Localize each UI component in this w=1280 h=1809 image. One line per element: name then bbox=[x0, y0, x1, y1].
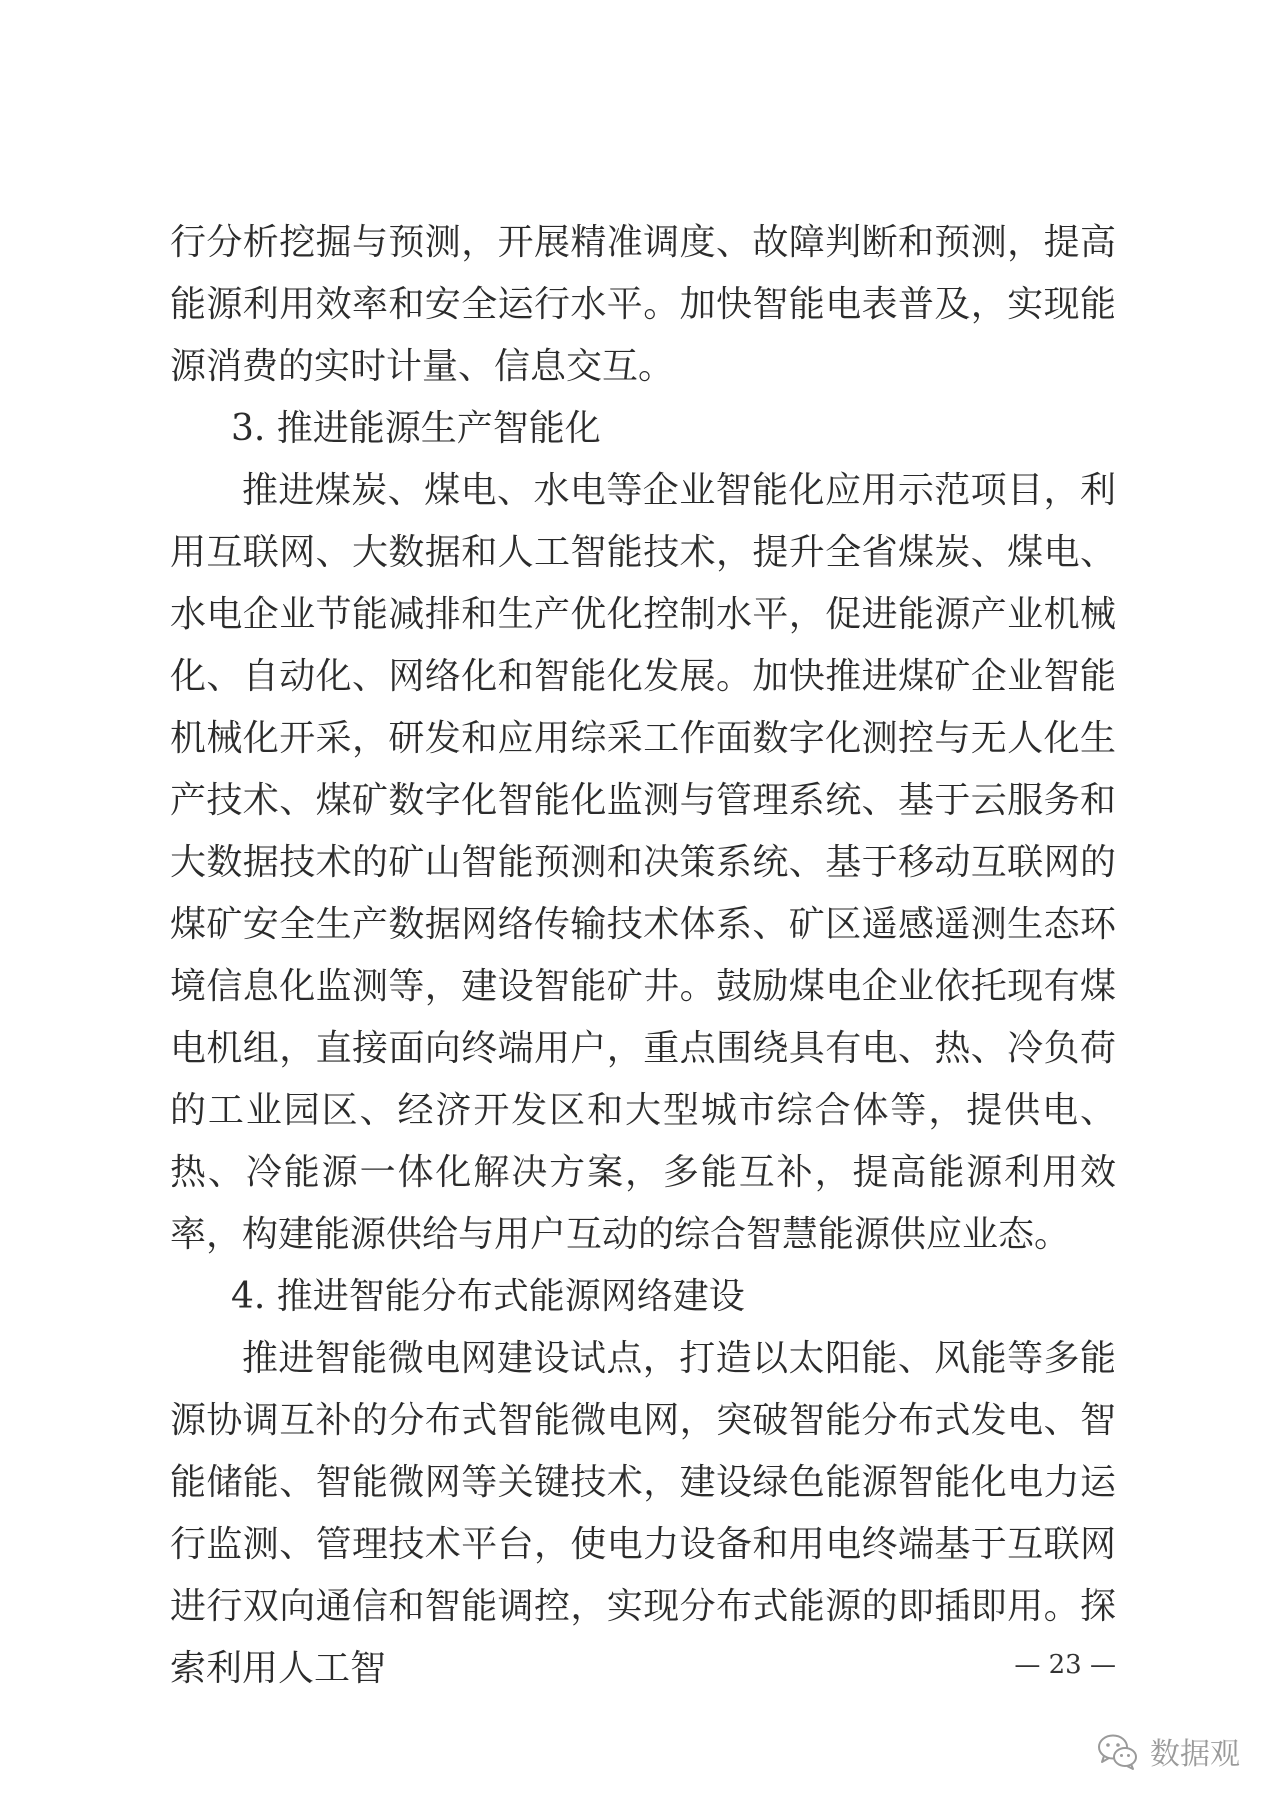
page-number: — 23 — bbox=[1014, 1650, 1116, 1680]
watermark bbox=[1096, 1729, 1240, 1773]
section-3-paragraph: 推进煤炭、煤电、水电等企业智能化应用示范项目，利用互联网、大数据和人工智能技术，提升全省煤炭、煤电、水电企业节能减排和生产优化控制水平，促进能源产业机械化、自动化、网络化和智能化发展。加快推进煤矿企业智能机械化开采，研发和应用综采工作面数字化测控与无人化生产技术、煤矿数字化智能化监测与管理系统、基于云服务和大数据技术的矿山智能预测和决策系统、基于移动互联网的煤矿安全生产数据网络传输技术体系、矿区遥感遥测生态环境信息化监测等，建设智能矿井。鼓励煤电企业依托现有煤电机组，直接面向终端用户，重点围绕具有电、热、冷负荷的工业园区、经济开发区和大型城市综合体等，提供电、热、冷能源一体化解决方案，多能互补，提高能源利用效率，构建能源供给与用户互动的综合智慧能源供应业态。 bbox=[170, 470, 1116, 1255]
wechat-icon bbox=[1096, 1731, 1140, 1771]
section-4-paragraph: 推进智能微电网建设试点，打造以太阳能、风能等多能源协调互补的分布式智能微电网，突破智能分布式发电、智能储能、智能微网等关键技术，建设绿色能源智能化电力运行监测、管理技术平台，使电力设备和用电终端基于互联网进行双向通信和智能调控，实现分布式能源的即插即用。探索利用人工智 bbox=[170, 1338, 1116, 1689]
section-3-heading: 3. 推进能源生产智能化 bbox=[231, 408, 601, 449]
watermark-text: 数据观 bbox=[1150, 1737, 1240, 1772]
section-4-heading: 4. 推进智能分布式能源网络建设 bbox=[231, 1276, 745, 1317]
continued-paragraph: 行分析挖掘与预测，开展精准调度、故障判断和预测，提高能源利用效率和安全运行水平。加快智能电表普及，实现能源消费的实时计量、信息交互。 bbox=[170, 222, 1116, 387]
document-body bbox=[170, 212, 1116, 1700]
